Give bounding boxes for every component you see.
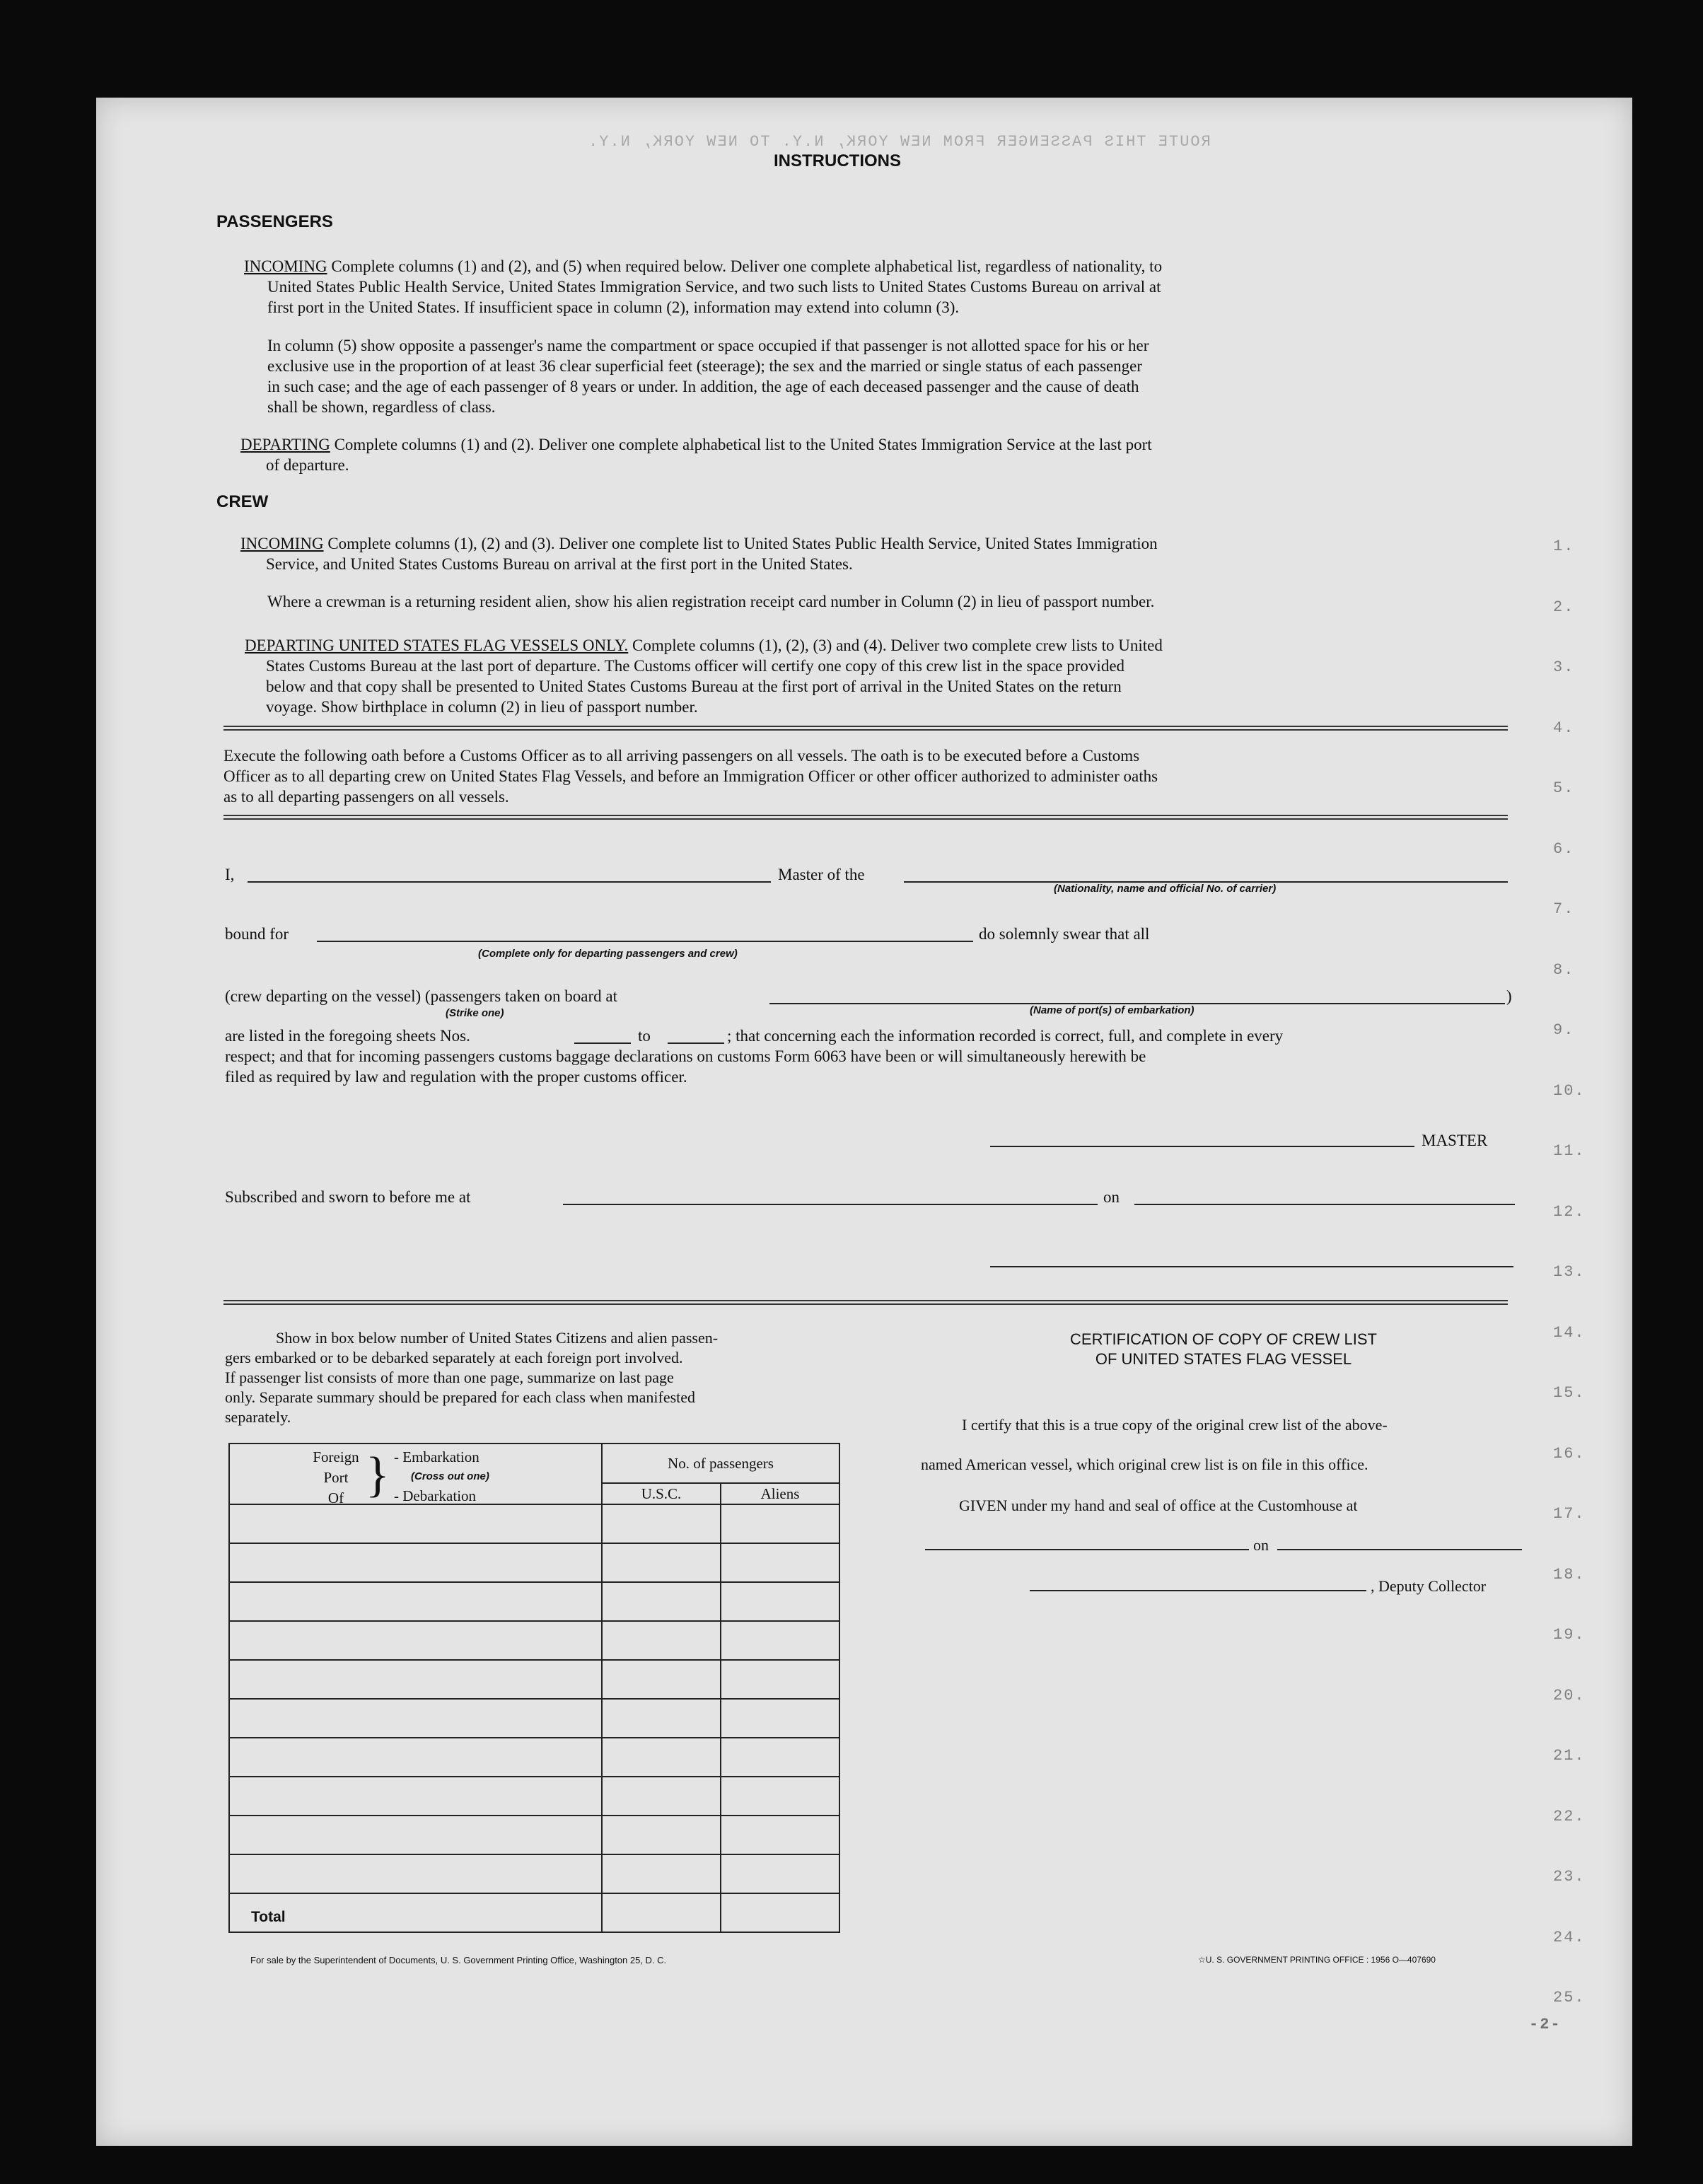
port-cell[interactable] (229, 1777, 602, 1816)
bound-for-field[interactable] (317, 941, 973, 942)
master-of-label: Master of the (778, 866, 865, 883)
aliens-header: Aliens (721, 1483, 839, 1504)
port-cell[interactable] (229, 1660, 602, 1699)
summary-text: Show in box below number of United States Citizens and alien passen- (276, 1329, 719, 1347)
passengers-departing-paragraph (240, 434, 1513, 475)
bleed-through-number: 19. (1553, 1626, 1586, 1644)
page-title: INSTRUCTIONS (774, 151, 901, 170)
certification-title-line: CERTIFICATION OF COPY OF CREW LIST (1070, 1330, 1377, 1348)
incoming-text: Complete columns (1) and (2), and (5) when required below. Deliver one complete alphabetical list, regardless of nationality, to (327, 257, 1163, 275)
departing-label: DEPARTING (240, 436, 330, 453)
bleed-through-number: 15. (1553, 1384, 1586, 1402)
debarkation-label: - Debarkation (394, 1487, 477, 1504)
passenger-summary-table (228, 1443, 840, 1933)
port-cell[interactable] (229, 1854, 602, 1893)
usc-cell[interactable] (602, 1854, 721, 1893)
complete-only-caption: (Complete only for departing passengers and crew) (478, 948, 738, 960)
divider (223, 1300, 1508, 1305)
summary-row (229, 1621, 839, 1660)
of-label: Of (327, 1489, 344, 1506)
summary-row (229, 1816, 839, 1854)
given-label: GIVEN under my hand and seal of office at the Customhouse at (959, 1497, 1358, 1514)
no-passengers-header: No. of passengers (602, 1444, 839, 1483)
foreign-port-header (229, 1444, 602, 1504)
oath-intro-text: as to all departing passengers on all vessels. (223, 788, 509, 806)
bleed-through-number: 2. (1553, 598, 1575, 616)
incoming-text: first port in the United States. If insufficient space in column (2), information may extend into column (3). (267, 298, 960, 316)
crew-departing-text: below and that copy shall be presented to United States Customs Bureau at the first port of arrival in the United States on the return (266, 678, 1122, 695)
bleed-through-number: 6. (1553, 840, 1575, 858)
bound-for-label: bound for (225, 925, 289, 943)
officer-signature-field[interactable] (990, 1266, 1513, 1267)
usc-cell[interactable] (602, 1699, 721, 1738)
bleed-through-text: ROUTE THIS PASSENGER FROM NEW YORK, N.Y. TO NEW YORK, N.Y. (587, 133, 1211, 151)
bleed-through-number: 12. (1553, 1202, 1586, 1221)
crew-incoming-text: Service, and United States Customs Bureau on arrival at the first port in the United States. (266, 555, 853, 573)
master-signature-field[interactable] (990, 1146, 1414, 1147)
deputy-collector-label: , Deputy Collector (1371, 1577, 1487, 1595)
bleed-through-number: 4. (1553, 719, 1575, 737)
sheet-to-field[interactable] (668, 1042, 724, 1044)
swear-label: do solemnly swear that all (979, 925, 1150, 943)
crew-departing-text: voyage. Show birthplace in column (2) in lieu of passport number. (266, 698, 698, 716)
aliens-cell[interactable] (721, 1504, 839, 1543)
subscribed-label: Subscribed and sworn to before me at (225, 1188, 471, 1206)
col5-text: in such case; and the age of each passenger of 8 years or under. In addition, the age of each deceased passenger and the cause of death (267, 378, 1139, 395)
incoming-label: INCOMING (244, 257, 327, 275)
bleed-through-number: 20. (1553, 1686, 1586, 1704)
bleed-through-number: 8. (1553, 960, 1575, 979)
crew-alien-text: Where a crewman is a returning resident alien, show his alien registration receipt card number in Column (2) in lieu of passport number. (267, 593, 1155, 610)
bleed-through-number: 1. (1553, 538, 1575, 555)
crew-departing-label: (crew departing on the vessel) (passengers taken on board at (225, 987, 617, 1005)
bleed-through-number: 13. (1553, 1263, 1586, 1281)
aliens-cell[interactable] (721, 1699, 839, 1738)
usc-cell[interactable] (602, 1738, 721, 1777)
aliens-cell[interactable] (721, 1854, 839, 1893)
brace-icon: } (366, 1448, 390, 1502)
crew-departing-text: States Customs Bureau at the last port of departure. The Customs officer will certify one copy of this crew list in the space provided (266, 657, 1125, 675)
aliens-cell[interactable] (721, 1777, 839, 1816)
sheet-from-field[interactable] (574, 1042, 631, 1044)
oath-intro-text: Officer as to all departing crew on United States Flag Vessels, and before an Immigration Officer or other officer authorized to administer oaths (223, 767, 1158, 785)
sworn-location-field[interactable] (563, 1204, 1098, 1205)
crew-incoming-label: INCOMING (240, 535, 324, 552)
ports-caption: (Name of port(s) of embarkation) (1030, 1004, 1195, 1016)
sworn-on-label: on (1103, 1188, 1120, 1206)
embarkation-label: - Embarkation (394, 1448, 479, 1465)
deputy-signature-field[interactable] (1030, 1590, 1366, 1591)
usc-cell[interactable] (602, 1621, 721, 1660)
summary-row (229, 1660, 839, 1699)
usc-cell[interactable] (602, 1816, 721, 1854)
nationality-caption: (Nationality, name and official No. of carrier) (1054, 883, 1277, 895)
divider (223, 726, 1508, 731)
close-paren: ) (1506, 987, 1512, 1005)
col5-text: shall be shown, regardless of class. (267, 398, 496, 416)
departing-text: of departure. (266, 456, 349, 474)
listed-sheets-label: are listed in the foregoing sheets Nos. (225, 1027, 470, 1045)
incoming-text: United States Public Health Service, United States Immigration Service, and two such lists to United States Customs Bureau on arrival at (267, 278, 1161, 296)
listed-text: respect; and that for incoming passengers customs baggage declarations on customs Form 6063 have been or will simultaneously herewith be (225, 1047, 1146, 1065)
bleed-through-number: 22. (1553, 1807, 1586, 1825)
summary-row (229, 1582, 839, 1621)
listed-text: ; that concerning each the information recorded is correct, full, and complete in every (727, 1027, 1284, 1045)
summary-text: only. Separate summary should be prepared for each class when manifested (225, 1388, 696, 1406)
summary-text: gers embarked or to be debarked separately at each foreign port involved. (225, 1349, 683, 1366)
cert-date-field[interactable] (1277, 1549, 1522, 1550)
bleed-through-number: 7. (1553, 900, 1575, 918)
page-mark: -2- (1529, 2016, 1562, 2033)
port-cell[interactable] (229, 1816, 602, 1854)
oath-intro-text: Execute the following oath before a Customs Officer as to all arriving passengers on all vessels. The oath is to be executed before a Customs (223, 747, 1140, 765)
summary-instructions (225, 1328, 847, 1427)
bleed-through-number: 5. (1553, 779, 1575, 797)
total-usc-cell[interactable] (602, 1893, 721, 1932)
certification-text: I certify that this is a true copy of the original crew list of the above- (962, 1416, 1388, 1434)
col5-text: exclusive use in the proportion of at least 36 clear superficial feet (steerage); the sex and the married or single status of each passenger (267, 357, 1143, 375)
summary-text: If passenger list consists of more than one page, summarize on last page (225, 1369, 674, 1386)
usc-cell[interactable] (602, 1582, 721, 1621)
foreign-label: Foreign (313, 1448, 359, 1465)
bleed-through-number: 14. (1553, 1323, 1586, 1342)
usc-cell[interactable] (602, 1504, 721, 1543)
strike-one-caption: (Strike one) (446, 1007, 504, 1019)
crew-departing-paragraph (245, 635, 1511, 717)
summary-text: separately. (225, 1408, 291, 1426)
crew-incoming-text: Complete columns (1), (2) and (3). Deliver one complete list to United States Public Health Service, United States Immigration (323, 535, 1158, 552)
usc-header: U.S.C. (602, 1483, 721, 1504)
passengers-heading: PASSENGERS (216, 212, 333, 231)
summary-row (229, 1504, 839, 1543)
bleed-through-number: 10. (1553, 1081, 1586, 1100)
aliens-cell[interactable] (721, 1660, 839, 1699)
port-cell[interactable] (229, 1621, 602, 1660)
crew-departing-label: DEPARTING UNITED STATES FLAG VESSELS ONLY. (245, 637, 629, 654)
port-cell[interactable] (229, 1543, 602, 1582)
oath-i-label: I, (225, 866, 235, 883)
summary-row (229, 1699, 839, 1738)
passengers-incoming-paragraph (244, 256, 1510, 318)
aliens-cell[interactable] (721, 1816, 839, 1854)
port-cell[interactable] (229, 1582, 602, 1621)
bleed-through-number: 11. (1553, 1142, 1586, 1160)
bleed-through-number: 23. (1553, 1868, 1586, 1886)
bleed-through-number: 3. (1553, 658, 1575, 676)
cross-out-caption: (Cross out one) (411, 1470, 489, 1482)
certification-title (919, 1330, 1528, 1369)
certification-title-line: OF UNITED STATES FLAG VESSEL (1095, 1350, 1352, 1368)
sale-notice: For sale by the Superintendent of Documents, U. S. Government Printing Office, Washington 25, D. C. (250, 1955, 667, 1965)
usc-cell[interactable] (602, 1777, 721, 1816)
col5-text: In column (5) show opposite a passenger's name the compartment or space occupied if that passenger is not allotted space for his or her (267, 337, 1149, 354)
port-cell[interactable] (229, 1699, 602, 1738)
passengers-column5-paragraph (267, 335, 1512, 417)
usc-cell[interactable] (602, 1660, 721, 1699)
summary-row (229, 1854, 839, 1893)
summary-row (229, 1738, 839, 1777)
crew-incoming-paragraph (240, 533, 1513, 574)
aliens-cell[interactable] (721, 1543, 839, 1582)
departing-text: Complete columns (1) and (2). Deliver one complete alphabetical list to the United States Immigration Service at the last port (330, 436, 1152, 453)
bleed-through-number: 25. (1553, 1989, 1586, 2006)
sworn-date-field[interactable] (1134, 1204, 1515, 1205)
summary-row (229, 1543, 839, 1582)
listed-text: filed as required by law and regulation with the proper customs officer. (225, 1068, 687, 1086)
bleed-through-number: 17. (1553, 1505, 1586, 1523)
usc-cell[interactable] (602, 1543, 721, 1582)
bleed-through-number: 21. (1553, 1747, 1586, 1765)
divider (223, 815, 1508, 820)
bleed-through-number: 24. (1553, 1928, 1586, 1946)
to-label: to (638, 1027, 651, 1045)
crew-departing-text: Complete columns (1), (2), (3) and (4). Deliver two complete crew lists to United (628, 637, 1163, 654)
bleed-through-number: 18. (1553, 1565, 1586, 1584)
summary-row (229, 1777, 839, 1816)
aliens-cell[interactable] (721, 1582, 839, 1621)
certification-text: named American vessel, which original crew list is on file in this office. (921, 1456, 1368, 1473)
master-name-field[interactable] (248, 881, 771, 883)
crew-heading: CREW (216, 492, 269, 511)
gpo-notice: ☆U. S. GOVERNMENT PRINTING OFFICE : 1956 O—407690 (1198, 1955, 1436, 1965)
oath-intro (223, 745, 1518, 807)
bleed-through-number: 16. (1553, 1444, 1586, 1463)
master-label: MASTER (1422, 1132, 1488, 1149)
cert-on-label: on (1253, 1536, 1269, 1554)
customhouse-field[interactable] (925, 1549, 1249, 1550)
total-label: Total (229, 1893, 602, 1932)
total-aliens-cell[interactable] (721, 1893, 839, 1932)
aliens-cell[interactable] (721, 1621, 839, 1660)
port-cell[interactable] (229, 1504, 602, 1543)
port-label: Port (323, 1469, 349, 1486)
bleed-through-number: 9. (1553, 1021, 1575, 1039)
port-cell[interactable] (229, 1738, 602, 1777)
aliens-cell[interactable] (721, 1738, 839, 1777)
